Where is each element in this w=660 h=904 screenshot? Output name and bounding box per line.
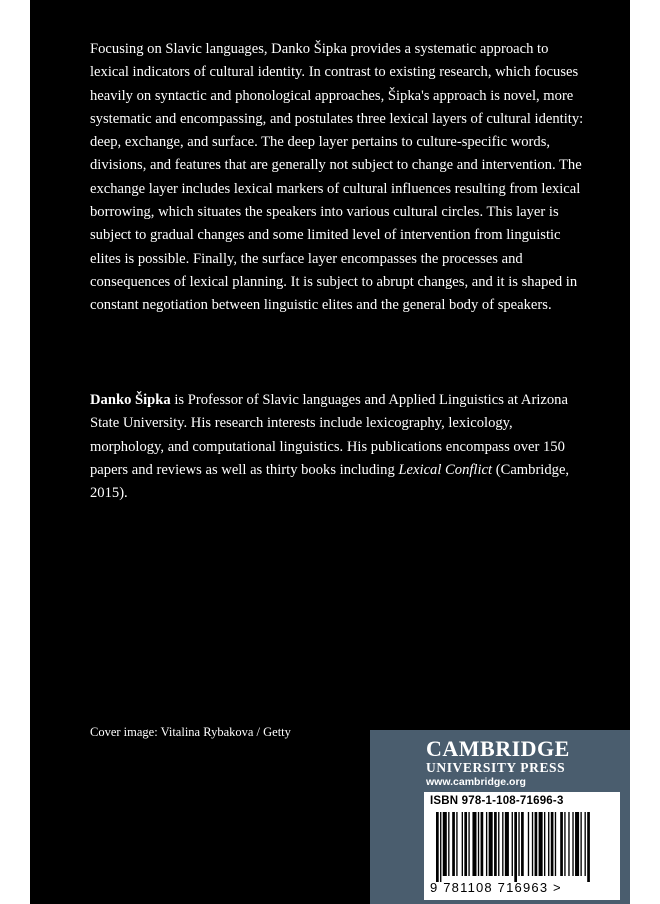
book-title: Lexical Conflict [398,461,493,478]
barcode-bar [568,812,569,876]
barcode-bar [539,812,543,876]
author-name: Danko Šipka [90,392,171,408]
barcode-bar [560,812,563,876]
barcode-bar [489,812,493,876]
barcode-bar [436,812,439,882]
barcode-bar [462,812,463,876]
barcode-bar [572,812,573,876]
isbn-label: ISBN 978-1-108-71696-3 [430,795,564,807]
barcode-bar [452,812,455,876]
barcode-bar [548,812,549,876]
barcode-bar [514,812,517,882]
barcode-bar [564,812,565,876]
barcode-bar [535,812,538,876]
barcode-bar [502,812,503,876]
publisher-logo-name: CAMBRIDGE [426,736,570,761]
publisher-url: www.cambridge.org [426,776,526,788]
barcode-bar [448,812,449,876]
barcode-bar [587,812,590,882]
barcode-digits: 9 781108 716963 > [430,880,562,895]
barcode-bar [555,812,556,876]
barcode-bar [518,812,519,876]
barcode-bar [464,812,467,876]
barcode-bar [486,812,487,876]
barcode-bar [512,812,513,876]
barcode-bar [505,812,509,876]
publisher-panel [370,730,630,904]
barcode-bar [580,812,581,876]
cover-image-credit: Cover image: Vitalina Rybakova / Getty [90,725,291,739]
barcode-bar [468,812,469,876]
back-cover [30,0,630,904]
publisher-logo-subname: UNIVERSITY PRESS [426,760,566,775]
barcode-bar [575,812,579,876]
barcode-bar [532,812,533,876]
barcode-bar [494,812,497,876]
barcode-bar [528,812,529,876]
barcode-bar [440,812,441,882]
book-note: (Cambridge, 2015). [90,461,570,502]
barcode-bar [456,812,457,876]
barcode-bar [443,812,447,876]
barcode-box [424,792,620,900]
author-bio-text: is Professor of Slavic languages and Applied Linguistics at Arizona State University. His research interests include lexicography, lexicology, morphology, and computational linguistics. His publications encompass over 150 papers and reviews as well as thirty books including [90,392,568,478]
author-bio [90,389,590,505]
barcode-bar [544,812,545,876]
barcode-bar [585,812,586,876]
barcode-bar [521,812,524,876]
barcode-bar [551,812,554,876]
book-description: Focusing on Slavic languages, Danko Šipka provides a systematic approach to lexical indicators of cultural identity. In contrast to existing research, which focuses heavily on syntactic and phonological approaches, Šipka's approach is novel, more systematic and encompassing, and postulates three lexical layers of cultural identity: deep, exchange, and surface. The deep layer pertains to culture-specific words, divisions, and features that are generally not subject to change and intervention. The exchange layer includes lexical markers of cultural influences resulting from lexical borrowing, which situates the speakers into various cultural circles. This layer is subject to gradual changes and some limited level of intervention from linguistic elites is possible. Finally, the surface layer encompasses the processes and consequences of lexical planning. It is subject to abrupt changes, and it is shaped in constant negotiation between linguistic elites and the general body of speakers. [90,41,584,314]
barcode-bar [481,812,484,876]
barcode-bar [478,812,479,876]
barcode-bar [498,812,499,876]
barcode-bar [472,812,476,876]
